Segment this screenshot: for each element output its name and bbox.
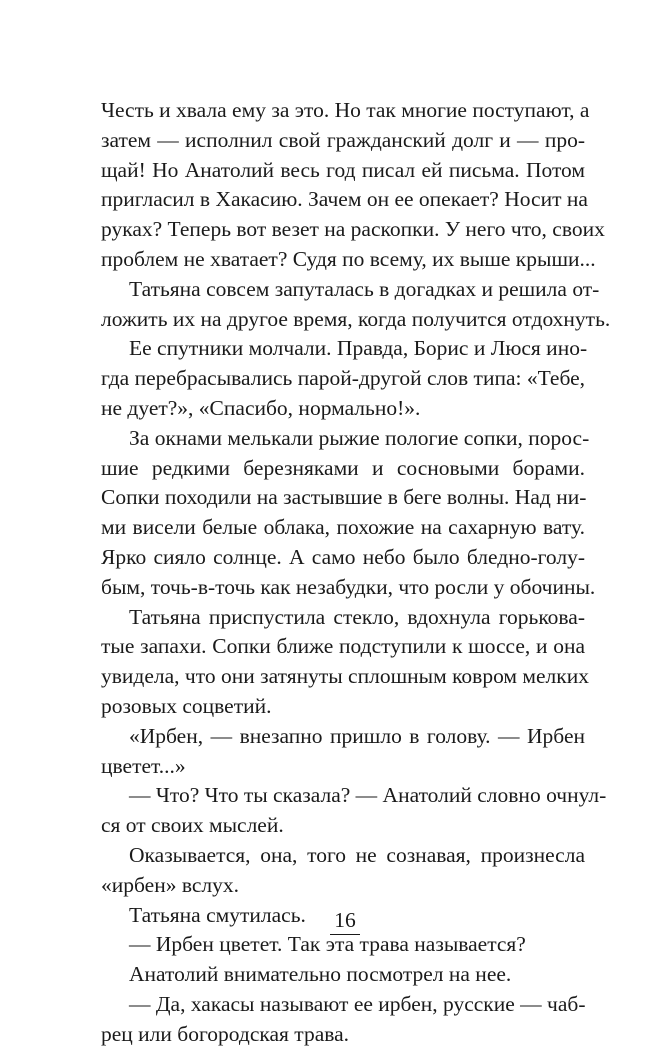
text-line: ми висели белые облака, похожие на сахарную вату. [101, 515, 585, 540]
text-line: не дует?», «Спасибо, нормально!». [101, 395, 421, 420]
text-line: ложить их на другое время, когда получится отдохнуть. [101, 306, 611, 331]
text-line: Татьяна приспустила стекло, вдохнула горькова- [129, 604, 585, 629]
page-number: 16 [330, 907, 360, 935]
text-line: гда перебрасывались парой-другой слов типа: «Тебе, [101, 366, 586, 391]
text-line: проблем не хватает? Судя по всему, их выше крыши... [101, 246, 596, 271]
text-line: Татьяна совсем запуталась в догадках и решила от- [129, 276, 600, 301]
text-line: увидела, что они затянуты сплошным ковром мелких [101, 664, 589, 689]
text-line: бым, точь-в-точь как незабудки, что росли у обочины. [101, 574, 596, 599]
text-line: — Что? Что ты сказала? — Анатолий словно очнул- [129, 783, 607, 808]
paragraph [101, 990, 585, 1050]
paragraph [101, 334, 588, 423]
text-line: затем — исполнил свой гражданский долг и — про- [101, 127, 585, 152]
paragraph [101, 722, 585, 782]
text-line: За окнами мелькали рыжие пологие сопки, порос- [129, 425, 590, 450]
text-line: розовых соцветий. [101, 693, 272, 718]
text-line: Честь и хвала ему за это. Но так многие поступают, а [101, 98, 590, 122]
text-line: цветет...» [101, 753, 186, 778]
text-line: рец или богородская трава. [101, 1021, 350, 1046]
paragraph [101, 275, 611, 335]
text-line: «ирбен» вслух. [101, 872, 240, 897]
text-line: Татьяна смутилась. [129, 902, 306, 927]
text-line: Ярко сияло солнце. А само небо было бледно-голу- [101, 544, 585, 569]
text-line: Сопки походили на застывшие в беге волны. Над ни- [101, 485, 587, 510]
text-line: «Ирбен, — внезапно пришло в голову. — Ирбен [129, 723, 585, 748]
paragraph [101, 781, 607, 841]
paragraph [101, 424, 596, 603]
text-line: руках? Теперь вот везет на раскопки. У него что, своих [101, 217, 605, 242]
paragraph [101, 603, 589, 722]
text-line: ся от своих мыслей. [101, 813, 284, 838]
text-line: щай! Но Анатолий весь год писал ей письма. Потом [101, 157, 585, 182]
text-line: пригласил в Хакасию. Зачем он ее опекает? Носит на [101, 187, 588, 212]
text-line: — Ирбен цветет. Так эта трава называется? [129, 932, 526, 957]
text-line: — Да, хакасы называют ее ирбен, русские — чаб- [129, 991, 586, 1016]
paragraph [101, 960, 585, 990]
text-line: тые запахи. Сопки ближе подступили к шоссе, и она [101, 634, 585, 659]
text-line: Анатолий внимательно посмотрел на нее. [129, 962, 512, 987]
text-line: шие редкими березняками и сосновыми борами. [101, 455, 585, 480]
paragraph [101, 841, 585, 901]
text-line: Ее спутники молчали. Правда, Борис и Люся ино- [129, 336, 588, 361]
text-line: Оказывается, она, того не сознавая, произнесла [129, 842, 585, 867]
paragraph [101, 96, 605, 275]
